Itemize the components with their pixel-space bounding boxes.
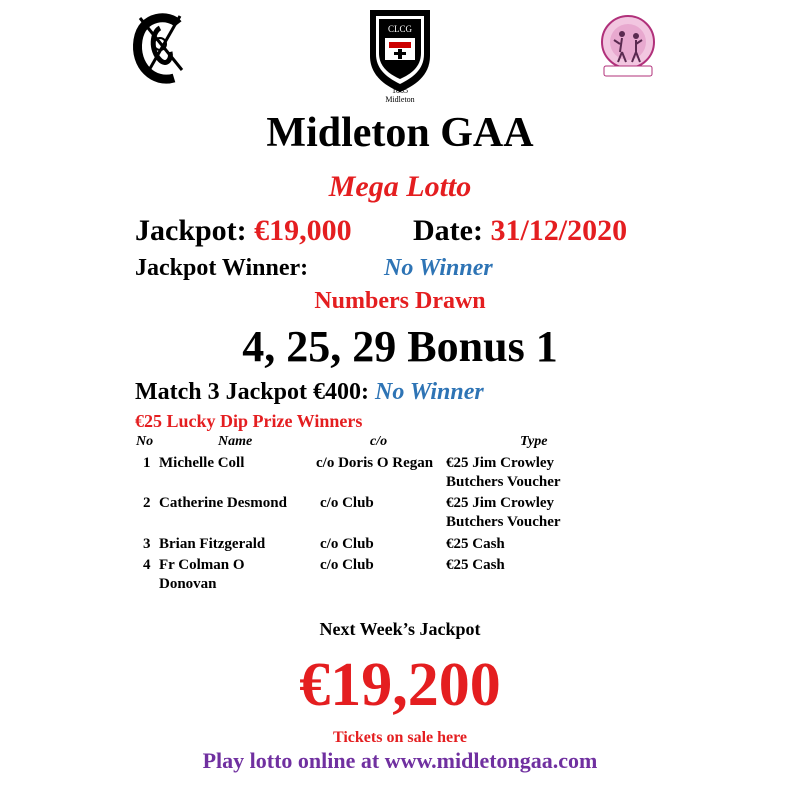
row2-name: Catherine Desmond bbox=[159, 495, 287, 511]
row1-type-line2: Butchers Voucher bbox=[446, 474, 561, 490]
row4-co: c/o Club bbox=[320, 557, 374, 573]
tickets-text: Tickets on sale here bbox=[332, 729, 468, 746]
date-label: Date: bbox=[413, 214, 483, 247]
ladies-football-logo bbox=[598, 12, 658, 80]
jackpot-label: Jackpot: bbox=[135, 214, 247, 247]
row3-no: 3 bbox=[143, 536, 151, 552]
row3-type: €25 Cash bbox=[446, 536, 505, 552]
jackpot-line bbox=[135, 214, 352, 248]
match3-value: No Winner bbox=[374, 379, 484, 405]
row4-type: €25 Cash bbox=[446, 557, 505, 573]
col-header-no: No bbox=[136, 434, 154, 449]
jackpot-winner-label: Jackpot Winner: bbox=[135, 255, 309, 281]
numbers-drawn: 4, 25, 29 Bonus 1 bbox=[242, 322, 558, 371]
crest-caption bbox=[368, 86, 432, 104]
crest-place: Midleton bbox=[385, 95, 415, 104]
row2-type-line2: Butchers Voucher bbox=[446, 514, 561, 530]
camogie-logo bbox=[130, 10, 190, 90]
page-title: Midleton GAA bbox=[266, 110, 534, 156]
row4-name: Fr Colman O bbox=[159, 557, 245, 573]
col-header-name: Name bbox=[218, 434, 253, 449]
crest-year: 1885 bbox=[392, 86, 408, 95]
next-jackpot-label: Next Week’s Jackpot bbox=[319, 619, 481, 639]
col-header-type: Type bbox=[520, 434, 548, 449]
match3-label: Match 3 Jackpot €400: bbox=[135, 379, 369, 405]
row1-no: 1 bbox=[143, 455, 151, 471]
numbers-drawn-label: Numbers Drawn bbox=[314, 288, 486, 314]
next-jackpot-value: €19,200 bbox=[299, 651, 501, 719]
lucky-dip-title: €25 Lucky Dip Prize Winners bbox=[135, 411, 363, 431]
crest-letters: CLCG bbox=[387, 24, 413, 34]
lotto-subtitle: Mega Lotto bbox=[328, 170, 472, 203]
jackpot-winner-value: No Winner bbox=[384, 255, 493, 281]
row3-co: c/o Club bbox=[320, 536, 374, 552]
row4-name-line2: Donovan bbox=[159, 576, 217, 592]
date-line bbox=[413, 214, 627, 248]
row1-co: c/o Doris O Regan bbox=[316, 455, 434, 471]
row2-type: €25 Jim Crowley bbox=[446, 495, 555, 511]
row3-name: Brian Fitzgerald bbox=[159, 536, 266, 552]
row2-co: c/o Club bbox=[320, 495, 374, 511]
row2-no: 2 bbox=[143, 495, 151, 511]
online-text[interactable]: Play lotto online at www.midletongaa.com bbox=[202, 748, 598, 773]
match3-line bbox=[135, 378, 484, 406]
row1-type: €25 Jim Crowley bbox=[446, 455, 555, 471]
row1-name: Michelle Coll bbox=[159, 455, 245, 471]
date-value: 31/12/2020 bbox=[490, 214, 628, 247]
jackpot-value: €19,000 bbox=[254, 214, 352, 247]
row4-no: 4 bbox=[143, 557, 151, 573]
col-header-co: c/o bbox=[370, 434, 388, 449]
